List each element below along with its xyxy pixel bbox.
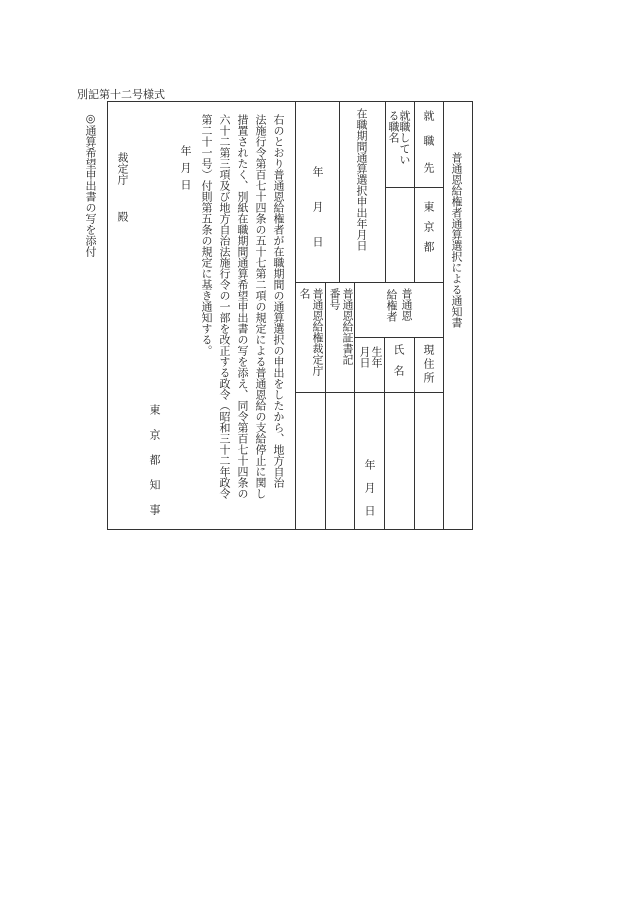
- body-line: 法施行令第百七十四条の五十七第二項の規定による普通恩給の支給停止に関し: [254, 114, 267, 499]
- lower-sep-3: [354, 282, 355, 530]
- frame-left: [107, 101, 108, 530]
- certificate-label-a: 普通恩給証書記: [341, 288, 354, 365]
- employer-label-b: 職: [422, 135, 435, 146]
- notice-date: 年月日: [179, 145, 192, 196]
- employer-label-a: 就: [422, 110, 435, 121]
- frame-bottom: [107, 529, 473, 530]
- sender: 東京都知事: [148, 404, 161, 529]
- recipient-honorific: 殿: [116, 211, 129, 222]
- body-line: 六十二第三項及び地方自治法施行令の一部を改正する政令（昭和三十二年政令: [218, 114, 231, 499]
- upper-sep-3: [339, 101, 340, 282]
- position-label-line2: る職名: [387, 110, 400, 143]
- birth-label-b: 月日: [358, 346, 371, 368]
- recipient-office: 裁定庁: [116, 152, 129, 185]
- attachment-note: ◎通算希望申出書の写を添付: [84, 112, 97, 257]
- lower-sep-2: [384, 337, 385, 530]
- application-date-value: 年月日: [311, 166, 324, 271]
- ruling-office-label-b: 名: [298, 288, 311, 299]
- sep-table: [295, 101, 296, 530]
- body-line: 第二十一号）付則第五条の規定に基き通知する。: [200, 114, 213, 356]
- employer-value: 東京都: [422, 201, 435, 261]
- employer-label-c: 先: [422, 162, 435, 173]
- upper-sep-2: [385, 101, 386, 282]
- sep-title: [443, 101, 444, 530]
- body-line: 措置されたく、別紙在職期間通算希望申出書の写を添え、同令第百七十四条の: [236, 114, 249, 499]
- notice-title: 普通恩給権者通算選択による通知書: [450, 152, 463, 328]
- frame-right: [472, 101, 473, 530]
- body-paragraph: [197, 114, 287, 499]
- frame-top: [107, 101, 473, 102]
- birth-label-a: 生年: [370, 346, 383, 368]
- form-label: 別記第十二号様式: [77, 88, 165, 101]
- birth-value: 年月日: [363, 459, 376, 528]
- name-label: 氏名: [392, 344, 405, 386]
- body-line: 右のとおり普通恩給権者が在職期間の通算選択の申出をしたから、地方自治: [272, 114, 285, 488]
- lower-header-divider: [354, 337, 443, 338]
- upper-sep-1: [414, 101, 415, 282]
- lower-sep-4: [325, 282, 326, 530]
- application-date-label: 在職期間通算選択申出年月日: [355, 108, 368, 251]
- address-label: 現住所: [422, 344, 435, 386]
- upper-lower-divider: [295, 282, 443, 283]
- position-label-line1: 就職してい: [398, 110, 411, 165]
- lower-label-divider: [295, 392, 443, 393]
- upper-label-divider: [385, 187, 443, 188]
- pension-holder-header-a: 普通恩: [400, 288, 413, 321]
- certificate-label-b: 番号: [328, 288, 341, 310]
- pension-holder-header-b: 給権者: [385, 289, 398, 322]
- ruling-office-label-a: 普通恩給権裁定庁: [311, 288, 324, 376]
- lower-sep-1: [414, 337, 415, 530]
